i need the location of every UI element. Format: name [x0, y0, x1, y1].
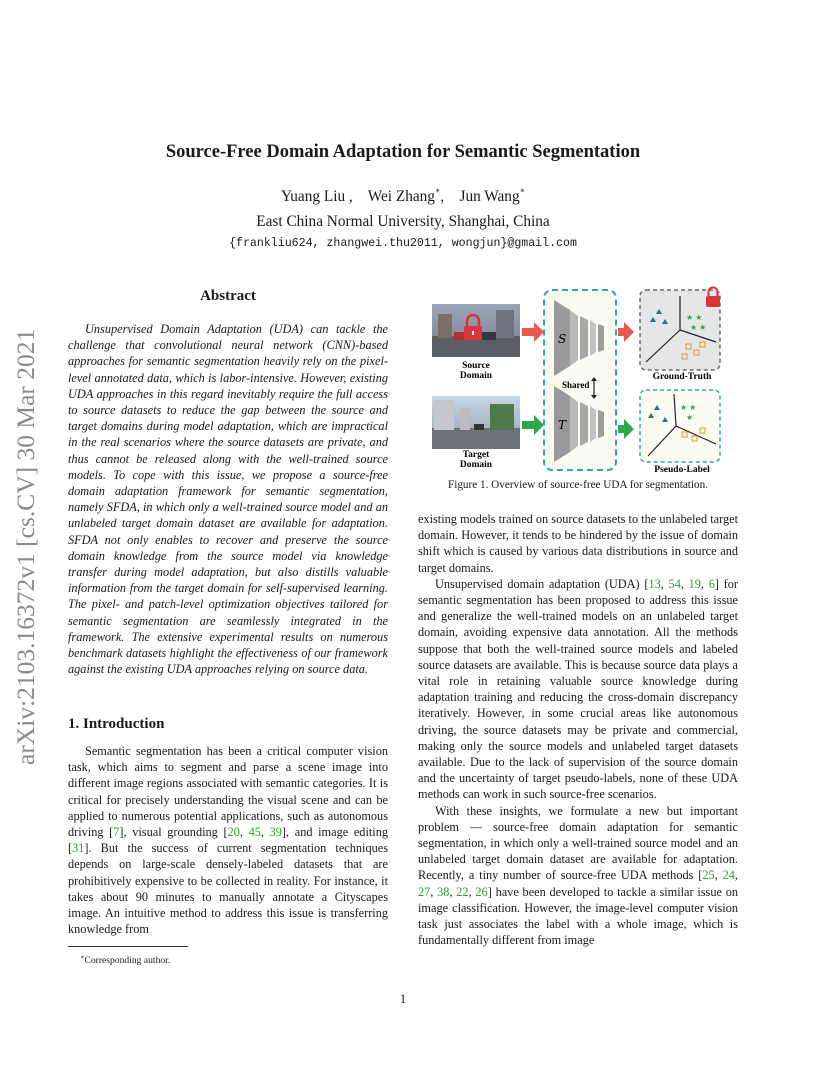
- model-s-label: S: [558, 332, 567, 346]
- author-3-mark: ∗: [519, 186, 526, 195]
- text-run: ], and image editing [: [68, 825, 388, 856]
- citation-link[interactable]: 6: [708, 576, 715, 591]
- source-domain-label-line1: Source: [462, 361, 490, 371]
- svg-text:★ ★: ★ ★: [690, 323, 707, 332]
- citation-link[interactable]: 45: [248, 825, 261, 840]
- text-run: ,: [260, 825, 270, 840]
- citation-link[interactable]: 7: [113, 825, 120, 840]
- source-arrow: [522, 322, 544, 342]
- affiliation: East China Normal University, Shanghai, China: [256, 213, 550, 230]
- output-arrow-source: [618, 322, 634, 342]
- ground-truth-label: Ground-Truth: [652, 372, 712, 382]
- figure-1-caption: Figure 1. Overview of source-free UDA for segmentation.: [447, 479, 709, 491]
- citation-link[interactable]: 38: [437, 884, 450, 899]
- text-run: ,: [734, 868, 738, 883]
- text-run: ] for semantic segmentation has been proposed to address this issue and generalize the well-trained models on an unlabeled target domain, avoiding expensive data annotation. All the methods suppose that both the well-trained source models and labeled source datasets are available. This is because source data plays a vital role in retaining valuable source knowledge during adaptation training and reducing the cross-domain discrepancy iteratively. However, in some crucial areas like autonomous driving, the source datasets may be private and commercial, making only the source models and unlabeled target datasets available. Due to the lack of supervision of the source domain and the uncertainty of target pseudo-labels, none of these UDA methods can work in such source-free scenarios.: [418, 576, 738, 802]
- text-run: ], visual grounding [: [119, 825, 228, 840]
- target-domain-label-line2: Domain: [459, 460, 493, 470]
- shared-label: Shared: [562, 380, 590, 390]
- page-number: 1: [399, 991, 407, 1006]
- footnote-rule: [68, 946, 188, 947]
- source-domain-label-line2: Domain: [459, 371, 493, 381]
- right-paragraph-0: existing models trained on source datasets to the unlabeled target domain. However, it tends to be hindered by the issue of domain shift which is caused by various data distributions in source and target domains.: [418, 512, 738, 575]
- text-run: Semantic segmentation has been a critical computer vision task, which aims to segment and parse a scene image into different image regions associated with semantic categories. It is critical for precisely understanding the visual scene and can be applied to numerous potential applications, such as autonomous driving [: [68, 744, 388, 840]
- right-paragraph-2: [418, 803, 738, 949]
- footnote: [80, 953, 170, 966]
- abstract-body: [68, 321, 388, 677]
- author-3: Jun Wang: [459, 188, 520, 205]
- author-2: Wei Zhang: [367, 188, 435, 205]
- text-run: ]. But the success of current segmentation techniques depends on large-scale densely-labeled datasets that are prohibitively expensive to be collected in reality. For instance, it takes about 90 minutes to manually annotate a Cityscapes image. An intuitive method to address this issue is transferring knowledge from: [68, 841, 388, 937]
- citation-link[interactable]: 24: [722, 868, 735, 883]
- footnote-mark: ∗: [80, 954, 85, 961]
- citation-link[interactable]: 31: [72, 841, 85, 856]
- text-run: ,: [449, 884, 457, 899]
- author-emails: {frankliu624, zhangwei.thu2011, wongjun}@gmail.com: [229, 237, 577, 250]
- citation-link[interactable]: 27: [418, 884, 431, 899]
- pseudo-label-label: Pseudo-Label: [654, 465, 710, 475]
- arxiv-stamp: arXiv:2103.16372v1 [cs.CV] 30 Mar 2021: [11, 328, 40, 765]
- target-domain-label-line1: Target: [462, 450, 490, 460]
- intro-column-right: [418, 511, 738, 948]
- text-run: Unsupervised domain adaptation (UDA) [: [435, 576, 649, 591]
- citation-link[interactable]: 20: [227, 825, 240, 840]
- text-run: ] have been developed to tackle a similar issue on image classification. However, the image-level computer vision task just associates the label with a whole image, which is fundamentally different from image: [418, 884, 739, 948]
- abstract-text: Unsupervised Domain Adaptation (UDA) can tackle the challenge that convolutional neural network (CNN)-based approaches for semantic segmentation heavily rely on the pixel-level annotated data, which is labor-intensive. However, existing UDA approaches in this regard inevitably require the full access to source datasets to reduce the gap between the source and target domains during model adaptation, which are impractical in the real scenarios where the source datasets are private, and thus cannot be released along with the well-trained source models. To cope with this issue, we propose a source-free domain adaptation framework for semantic segmentation, namely SFDA, in which only a well-trained source model and an unlabeled target domain dataset are available for adaptation. SFDA not only enables to recover and preserve the source domain knowledge from the source model via knowledge transfer during model adaptation, but also distills valuable information from the target domain for self-supervised learning. The pixel- and patch-level optimization objectives tailored for semantic segmentation are seamlessly integrated in the framework. The extensive experimental results on numerous benchmark datasets highlight the effectiveness of our framework against the existing UDA approaches relying on source data.: [68, 322, 388, 677]
- intro-paragraph-1: [68, 743, 388, 937]
- author-2-mark: ∗: [434, 186, 441, 195]
- svg-text:★: ★: [686, 413, 694, 422]
- model-t-label: T: [558, 418, 567, 432]
- citation-link[interactable]: 39: [269, 825, 282, 840]
- citation-link[interactable]: 13: [648, 576, 661, 591]
- author-1: Yuang Liu ,: [280, 188, 353, 205]
- citation-link[interactable]: 54: [668, 576, 681, 591]
- text-run: ,: [680, 576, 689, 591]
- target-domain-image: [432, 396, 520, 449]
- citation-link[interactable]: 22: [456, 884, 469, 899]
- text-run: With these insights, we formulate a new but important problem — source-free domain adaptation for semantic segmentation, in which only a well-trained source model and an unlabeled target domain dataset are available for adaptation. Recently, a tiny number of source-free UDA methods [: [418, 803, 738, 883]
- abstract-heading: Abstract: [200, 288, 256, 304]
- citation-link[interactable]: 19: [688, 576, 701, 591]
- figure-1: [424, 286, 744, 478]
- text-run: ,: [714, 868, 723, 883]
- citation-link[interactable]: 25: [702, 868, 715, 883]
- text-run: ,: [468, 884, 476, 899]
- intro-column-left: [68, 743, 388, 937]
- output-arrow-target: [618, 419, 634, 439]
- svg-text:★ ★: ★ ★: [680, 403, 697, 412]
- section-heading-introduction: 1. Introduction: [68, 716, 165, 732]
- author-list: [0, 188, 806, 206]
- footnote-text: Corresponding author.: [84, 955, 171, 967]
- citation-link[interactable]: 26: [475, 884, 488, 899]
- text-run: ,: [430, 884, 438, 899]
- text-run: ,: [700, 576, 709, 591]
- text-run: ,: [660, 576, 669, 591]
- paper-title: Source-Free Domain Adaptation for Semantic Segmentation: [165, 142, 641, 162]
- pseudo-label-panel: [640, 390, 720, 462]
- right-paragraph-1: [418, 576, 738, 803]
- text-run: ,: [239, 825, 249, 840]
- target-arrow: [522, 415, 544, 435]
- author-sep: ,: [440, 188, 445, 205]
- svg-text:★ ★: ★ ★: [686, 313, 703, 322]
